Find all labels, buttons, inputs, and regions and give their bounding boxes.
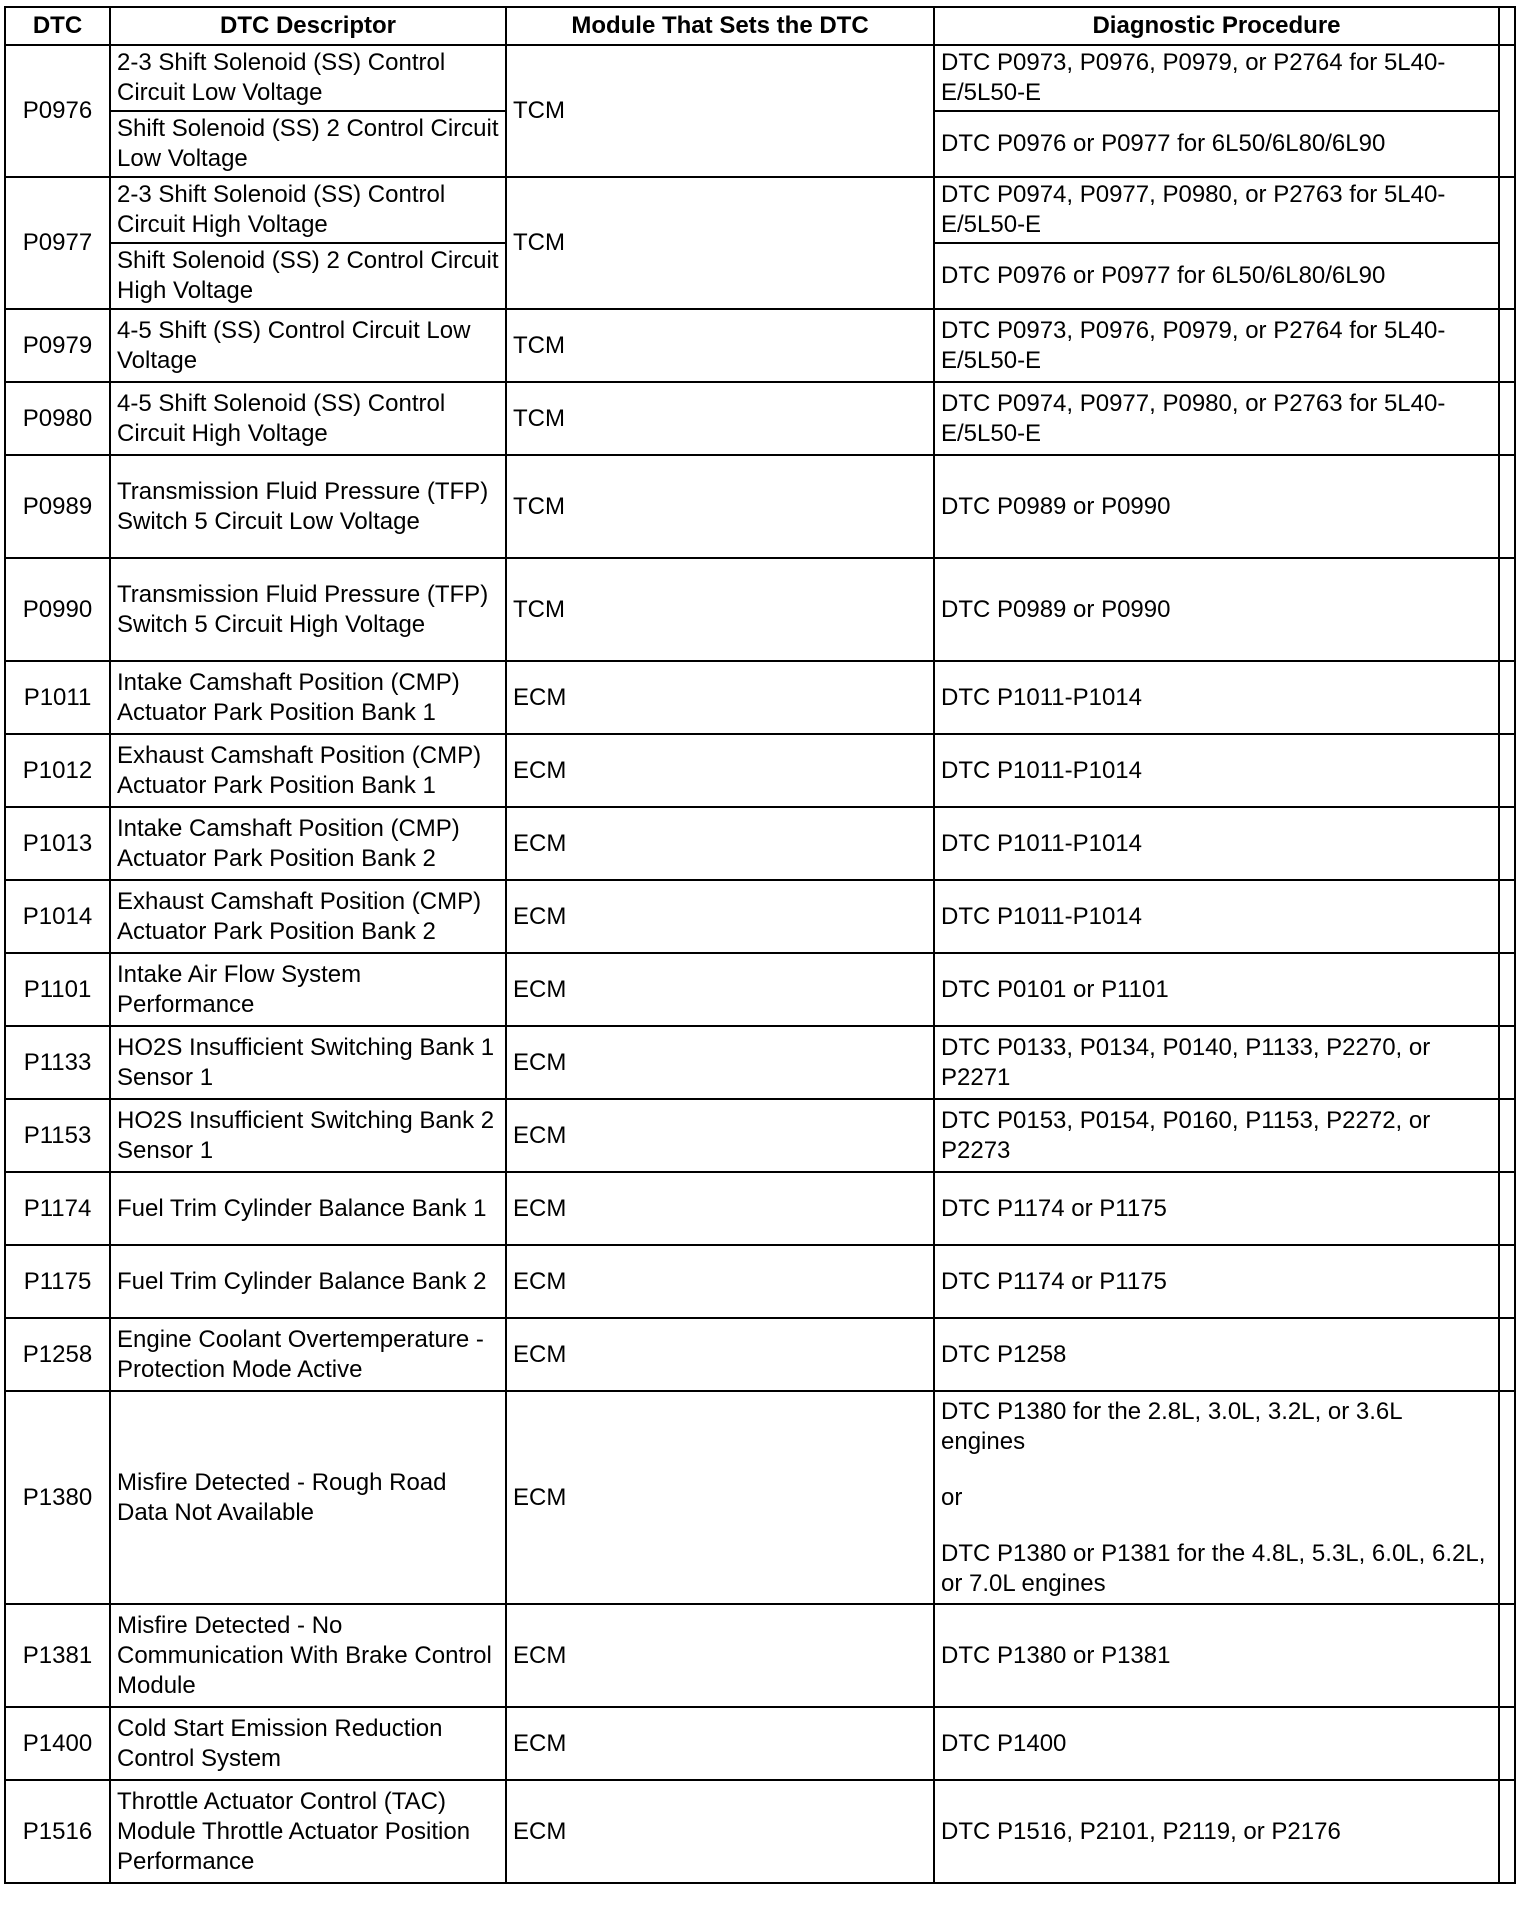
dtc-module: ECM [506, 880, 934, 953]
procedure-line: or [941, 1483, 963, 1511]
dtc-module: TCM [506, 309, 934, 382]
table-edge [1499, 1026, 1515, 1099]
table-edge [1499, 1245, 1515, 1318]
dtc-procedure: DTC P0989 or P0990 [934, 558, 1499, 661]
table-row [5, 1391, 1515, 1604]
table-edge [1499, 1604, 1515, 1707]
dtc-code: P1400 [5, 1707, 110, 1780]
procedure-line: DTC P1380 for the 2.8L, 3.0L, 3.2L, or 3.6L engines [941, 1397, 1402, 1455]
dtc-procedure: DTC P1380 or P1381 [934, 1604, 1499, 1707]
table-edge [1499, 455, 1515, 558]
dtc-module: ECM [506, 1707, 934, 1780]
dtc-module: ECM [506, 1780, 934, 1883]
dtc-procedure: DTC P0133, P0134, P0140, P1133, P2270, or P2271 [934, 1026, 1499, 1099]
table-edge [1499, 953, 1515, 1026]
dtc-procedure: DTC P0976 or P0977 for 6L50/6L80/6L90 [934, 243, 1499, 309]
dtc-descriptor: Misfire Detected - Rough Road Data Not Available [110, 1391, 506, 1604]
table-edge [1499, 45, 1515, 177]
table-row [5, 382, 1515, 455]
dtc-module: ECM [506, 807, 934, 880]
dtc-code: P1175 [5, 1245, 110, 1318]
dtc-module: ECM [506, 1604, 934, 1707]
dtc-procedure [934, 1391, 1499, 1604]
table-row [5, 1707, 1515, 1780]
dtc-procedure: DTC P1174 or P1175 [934, 1245, 1499, 1318]
dtc-code: P1012 [5, 734, 110, 807]
header-procedure: Diagnostic Procedure [934, 7, 1499, 45]
dtc-procedure: DTC P0973, P0976, P0979, or P2764 for 5L40-E/5L50-E [934, 309, 1499, 382]
dtc-descriptor: Misfire Detected - No Communication With Brake Control Module [110, 1604, 506, 1707]
table-row [5, 807, 1515, 880]
dtc-descriptor: HO2S Insufficient Switching Bank 2 Sensor 1 [110, 1099, 506, 1172]
dtc-module: TCM [506, 45, 934, 177]
dtc-descriptor: 4-5 Shift Solenoid (SS) Control Circuit High Voltage [110, 382, 506, 455]
dtc-code: P0980 [5, 382, 110, 455]
table-edge [1499, 734, 1515, 807]
dtc-code: P1258 [5, 1318, 110, 1391]
dtc-code: P1174 [5, 1172, 110, 1245]
table-row [5, 880, 1515, 953]
table-row [5, 1245, 1515, 1318]
table-row [5, 734, 1515, 807]
table-edge [1499, 1099, 1515, 1172]
document-page [4, 6, 1514, 1884]
table-row [5, 1172, 1515, 1245]
table-edge [1499, 558, 1515, 661]
table-edge [1499, 1318, 1515, 1391]
dtc-code: P1380 [5, 1391, 110, 1604]
dtc-code: P1516 [5, 1780, 110, 1883]
dtc-descriptor: Engine Coolant Overtemperature - Protection Mode Active [110, 1318, 506, 1391]
dtc-procedure: DTC P1011-P1014 [934, 661, 1499, 734]
dtc-module: TCM [506, 382, 934, 455]
dtc-module: ECM [506, 734, 934, 807]
dtc-procedure: DTC P1011-P1014 [934, 807, 1499, 880]
table-row [5, 1026, 1515, 1099]
table-edge [1499, 309, 1515, 382]
dtc-procedure: DTC P1516, P2101, P2119, or P2176 [934, 1780, 1499, 1883]
dtc-module: ECM [506, 1318, 934, 1391]
dtc-module: TCM [506, 177, 934, 309]
table-edge [1499, 1707, 1515, 1780]
dtc-code: P0976 [5, 45, 110, 177]
dtc-code: P1153 [5, 1099, 110, 1172]
dtc-module: ECM [506, 953, 934, 1026]
dtc-module: ECM [506, 1026, 934, 1099]
procedure-line: DTC P1380 or P1381 for the 4.8L, 5.3L, 6.0L, 6.2L, or 7.0L engines [941, 1539, 1486, 1597]
table-row [5, 558, 1515, 661]
table-row [5, 1318, 1515, 1391]
table-edge [1499, 661, 1515, 734]
dtc-procedure: DTC P0976 or P0977 for 6L50/6L80/6L90 [934, 111, 1499, 177]
table-row [5, 177, 1515, 243]
dtc-code: P1014 [5, 880, 110, 953]
dtc-descriptor: Exhaust Camshaft Position (CMP) Actuator Park Position Bank 2 [110, 880, 506, 953]
dtc-procedure: DTC P0153, P0154, P0160, P1153, P2272, or P2273 [934, 1099, 1499, 1172]
dtc-module: ECM [506, 1172, 934, 1245]
dtc-code: P0979 [5, 309, 110, 382]
dtc-descriptor: Cold Start Emission Reduction Control System [110, 1707, 506, 1780]
table-edge [1499, 177, 1515, 309]
dtc-module: ECM [506, 1245, 934, 1318]
dtc-code: P0977 [5, 177, 110, 309]
dtc-descriptor: 2-3 Shift Solenoid (SS) Control Circuit High Voltage [110, 177, 506, 243]
dtc-descriptor: Transmission Fluid Pressure (TFP) Switch 5 Circuit High Voltage [110, 558, 506, 661]
table-edge [1499, 7, 1515, 45]
dtc-procedure: DTC P0973, P0976, P0979, or P2764 for 5L40-E/5L50-E [934, 45, 1499, 111]
dtc-descriptor: Intake Camshaft Position (CMP) Actuator Park Position Bank 2 [110, 807, 506, 880]
dtc-descriptor: Fuel Trim Cylinder Balance Bank 2 [110, 1245, 506, 1318]
dtc-descriptor: Intake Camshaft Position (CMP) Actuator Park Position Bank 1 [110, 661, 506, 734]
dtc-descriptor: 4-5 Shift (SS) Control Circuit Low Voltage [110, 309, 506, 382]
dtc-code: P1013 [5, 807, 110, 880]
dtc-procedure: DTC P0101 or P1101 [934, 953, 1499, 1026]
table-row [5, 661, 1515, 734]
dtc-code: P1011 [5, 661, 110, 734]
dtc-code: P1133 [5, 1026, 110, 1099]
dtc-descriptor: Exhaust Camshaft Position (CMP) Actuator Park Position Bank 1 [110, 734, 506, 807]
table-row [5, 455, 1515, 558]
header-dtc: DTC [5, 7, 110, 45]
dtc-descriptor: Shift Solenoid (SS) 2 Control Circuit Low Voltage [110, 111, 506, 177]
table-edge [1499, 807, 1515, 880]
dtc-module: TCM [506, 455, 934, 558]
dtc-procedure: DTC P0974, P0977, P0980, or P2763 for 5L40-E/5L50-E [934, 177, 1499, 243]
table-header-row [5, 7, 1515, 45]
dtc-procedure: DTC P1011-P1014 [934, 880, 1499, 953]
table-edge [1499, 880, 1515, 953]
dtc-procedure: DTC P1011-P1014 [934, 734, 1499, 807]
dtc-descriptor: HO2S Insufficient Switching Bank 1 Sensor 1 [110, 1026, 506, 1099]
dtc-descriptor: Fuel Trim Cylinder Balance Bank 1 [110, 1172, 506, 1245]
dtc-code: P1381 [5, 1604, 110, 1707]
header-module: Module That Sets the DTC [506, 7, 934, 45]
dtc-module: ECM [506, 1391, 934, 1604]
table-edge [1499, 1391, 1515, 1604]
dtc-descriptor: 2-3 Shift Solenoid (SS) Control Circuit Low Voltage [110, 45, 506, 111]
table-edge [1499, 1172, 1515, 1245]
dtc-procedure: DTC P1400 [934, 1707, 1499, 1780]
dtc-code: P1101 [5, 953, 110, 1026]
table-row [5, 1099, 1515, 1172]
table-row [5, 1604, 1515, 1707]
dtc-descriptor: Intake Air Flow System Performance [110, 953, 506, 1026]
dtc-procedure: DTC P1174 or P1175 [934, 1172, 1499, 1245]
dtc-module: ECM [506, 1099, 934, 1172]
table-edge [1499, 382, 1515, 455]
table-row [5, 309, 1515, 382]
table-edge [1499, 1780, 1515, 1883]
dtc-procedure: DTC P1258 [934, 1318, 1499, 1391]
dtc-procedure: DTC P0989 or P0990 [934, 455, 1499, 558]
dtc-module: ECM [506, 661, 934, 734]
dtc-descriptor: Transmission Fluid Pressure (TFP) Switch 5 Circuit Low Voltage [110, 455, 506, 558]
dtc-descriptor: Shift Solenoid (SS) 2 Control Circuit High Voltage [110, 243, 506, 309]
dtc-procedure: DTC P0974, P0977, P0980, or P2763 for 5L40-E/5L50-E [934, 382, 1499, 455]
dtc-code: P0990 [5, 558, 110, 661]
dtc-descriptor: Throttle Actuator Control (TAC) Module Throttle Actuator Position Performance [110, 1780, 506, 1883]
dtc-code: P0989 [5, 455, 110, 558]
dtc-table [4, 6, 1516, 1884]
table-row [5, 953, 1515, 1026]
header-descriptor: DTC Descriptor [110, 7, 506, 45]
table-row [5, 1780, 1515, 1883]
dtc-module: TCM [506, 558, 934, 661]
table-row [5, 45, 1515, 111]
